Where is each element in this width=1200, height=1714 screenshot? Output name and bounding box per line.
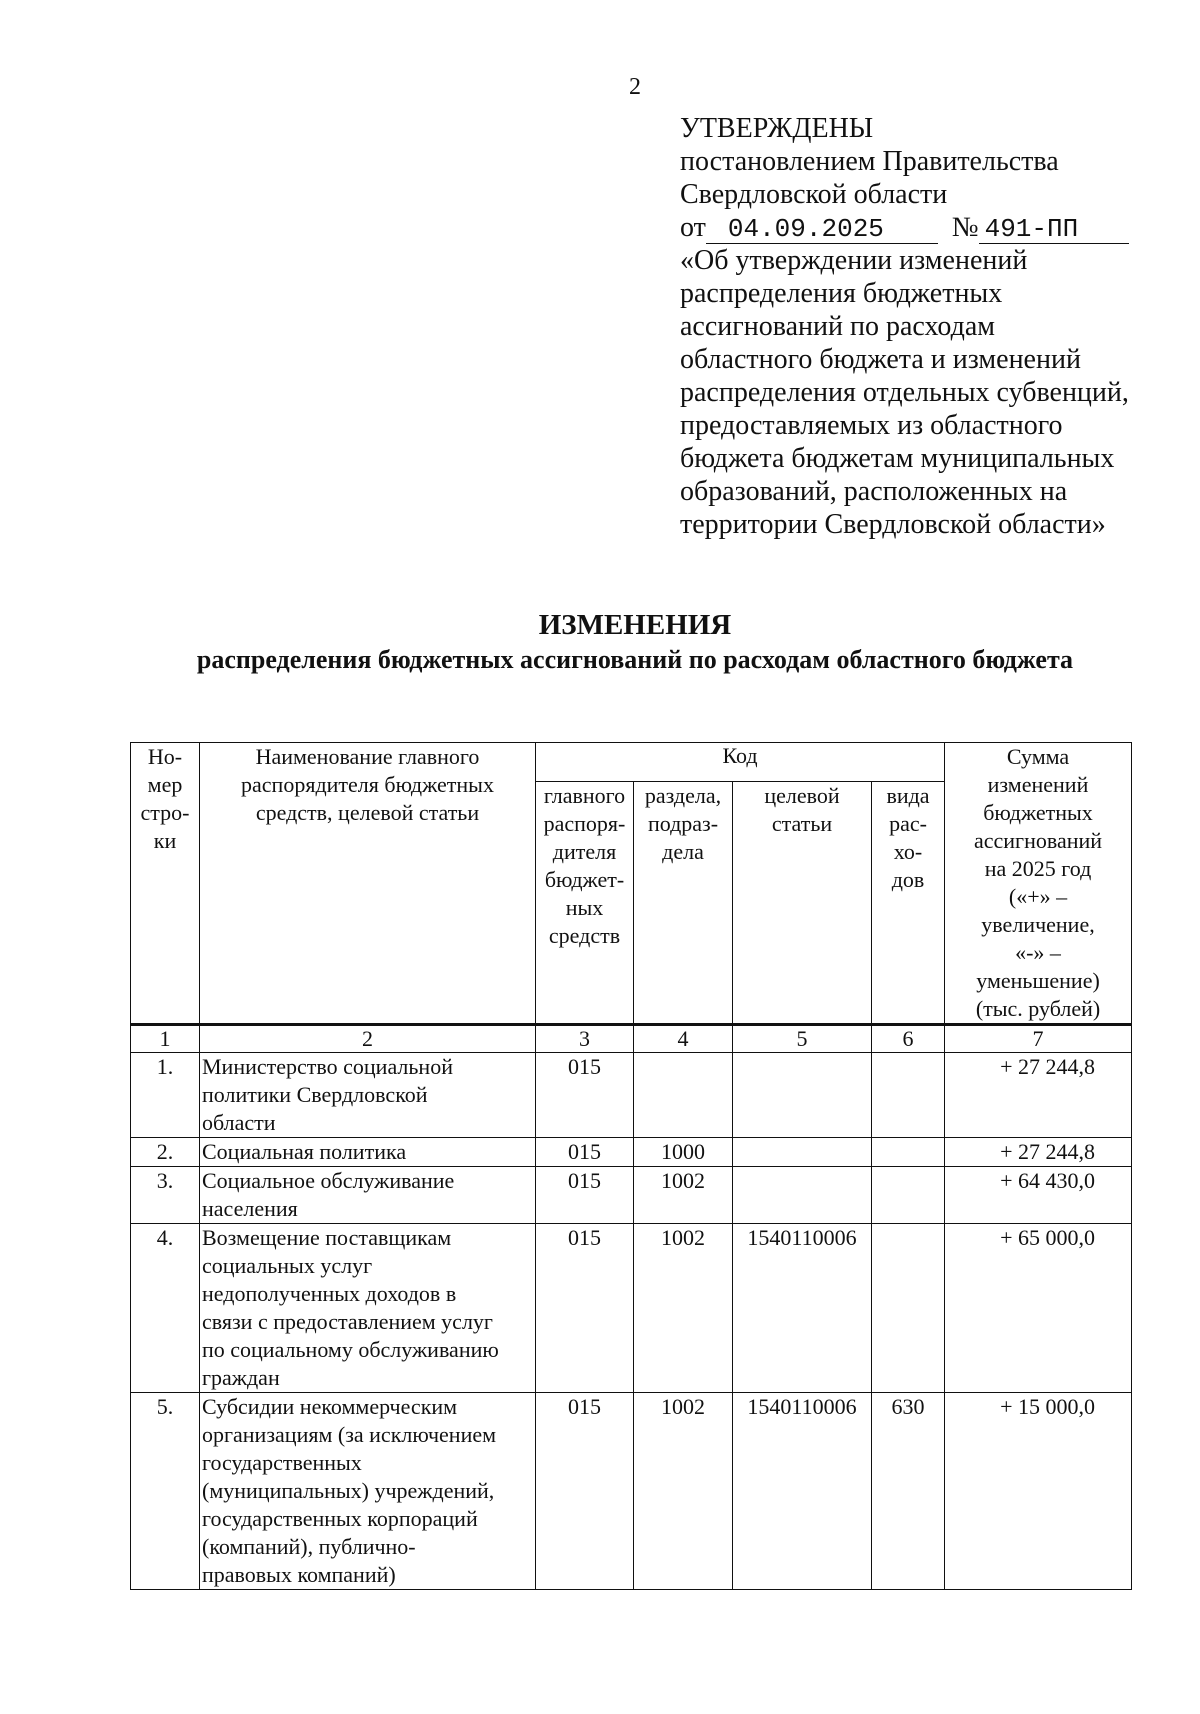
row-type-code-cell — [872, 1224, 945, 1393]
row-amount-cell: + 27 244,8 — [945, 1138, 1132, 1167]
row-name-cell: Социальная политика — [200, 1138, 536, 1167]
table-row — [131, 1053, 1132, 1138]
row-type-code-cell — [872, 1138, 945, 1167]
row-amount-cell: + 65 000,0 — [945, 1224, 1132, 1393]
column-number: 4 — [634, 1025, 733, 1053]
header-code-type: вида рас- хо- дов — [872, 781, 945, 1024]
row-amount-cell: + 15 000,0 — [945, 1393, 1132, 1590]
row-name-cell: Министерство социальной политики Свердловской области — [200, 1053, 536, 1138]
page-number: 2 — [629, 74, 641, 100]
row-section-code-cell: 1002 — [634, 1393, 733, 1590]
number-value: 491-ПП — [979, 215, 1129, 244]
row-section-code-cell: 1000 — [634, 1138, 733, 1167]
approval-subject-line: областного бюджета и изменений — [680, 344, 1081, 375]
column-number: 1 — [131, 1025, 200, 1053]
row-number-cell: 1. — [131, 1053, 200, 1138]
row-name-cell: Субсидии некоммерческим организациям (за исключением государственных (муниципальных) учреждений, государственных корпораций (компаний), публично- правовых компаний) — [200, 1393, 536, 1590]
row-target-code-cell — [733, 1138, 872, 1167]
row-amount-cell: + 64 430,0 — [945, 1167, 1132, 1224]
column-number: 5 — [733, 1025, 872, 1053]
approval-subject-line: распределения бюджетных — [680, 278, 1003, 309]
table-row — [131, 1224, 1132, 1393]
row-number-cell: 5. — [131, 1393, 200, 1590]
approval-subject-line: «Об утверждении изменений — [680, 245, 1028, 276]
heading-title: ИЗМЕНЕНИЯ — [538, 609, 732, 641]
approval-subject-line: распределения отдельных субвенций, — [680, 377, 1129, 408]
header-name: Наименование главного распорядителя бюджетных средств, целевой статьи — [200, 743, 536, 1025]
row-number-cell: 4. — [131, 1224, 200, 1393]
header-code-main: главного распоря- дителя бюджет- ных средств — [536, 781, 634, 1024]
row-type-code-cell — [872, 1053, 945, 1138]
table-row — [131, 1167, 1132, 1224]
approval-subject-line: предоставляемых из областного — [680, 410, 1063, 441]
row-target-code-cell: 1540110006 — [733, 1224, 872, 1393]
row-number-cell: 2. — [131, 1138, 200, 1167]
column-number: 3 — [536, 1025, 634, 1053]
row-number-cell: 3. — [131, 1167, 200, 1224]
row-name-cell: Социальное обслуживание населения — [200, 1167, 536, 1224]
column-numbers-row — [131, 1025, 1132, 1053]
budget-changes-table — [130, 742, 1132, 1590]
table-row — [131, 1393, 1132, 1590]
row-main-code-cell: 015 — [536, 1393, 634, 1590]
approval-subject-line: ассигнований по расходам — [680, 311, 995, 342]
heading-subtitle: распределения бюджетных ассигнований по расходам областного бюджета — [196, 645, 1074, 674]
row-type-code-cell — [872, 1167, 945, 1224]
row-amount-cell: + 27 244,8 — [945, 1053, 1132, 1138]
column-number: 6 — [872, 1025, 945, 1053]
approval-subject-line: территории Свердловской области» — [680, 509, 1106, 540]
approval-subject — [680, 244, 1170, 541]
header-row-number: Но- мер стро- ки — [131, 743, 200, 1025]
approval-title: УТВЕРЖДЕНЫ — [680, 113, 874, 144]
row-section-code-cell: 1002 — [634, 1224, 733, 1393]
row-main-code-cell: 015 — [536, 1138, 634, 1167]
row-main-code-cell: 015 — [536, 1053, 634, 1138]
column-number: 2 — [200, 1025, 536, 1053]
header-code-section: раздела, подраз- дела — [634, 781, 733, 1024]
row-target-code-cell — [733, 1167, 872, 1224]
approval-line-1: постановлением Правительства — [680, 146, 1059, 177]
column-number: 7 — [945, 1025, 1132, 1053]
approval-line-2: Свердловской области — [680, 179, 948, 210]
row-main-code-cell: 015 — [536, 1167, 634, 1224]
header-row-1 — [131, 743, 1132, 782]
header-code: Код — [536, 743, 945, 782]
header-amount: Сумма изменений бюджетных ассигнований на 2025 год («+» – увеличение, «-» – уменьшение) (тыс. рублей) — [945, 743, 1132, 1025]
document-heading — [0, 607, 1200, 677]
approval-subject-line: бюджета бюджетам муниципальных — [680, 443, 1115, 474]
row-target-code-cell: 1540110006 — [733, 1393, 872, 1590]
row-type-code-cell: 630 — [872, 1393, 945, 1590]
approval-subject-line: образований, расположенных на — [680, 476, 1068, 507]
date-value: 04.09.2025 — [706, 215, 938, 244]
row-section-code-cell: 1002 — [634, 1167, 733, 1224]
number-label: № — [951, 212, 979, 243]
row-main-code-cell: 015 — [536, 1224, 634, 1393]
date-label: от — [680, 212, 706, 243]
approval-date-number-line — [680, 211, 1170, 244]
header-code-target: целевой статьи — [733, 781, 872, 1024]
row-target-code-cell — [733, 1053, 872, 1138]
row-section-code-cell — [634, 1053, 733, 1138]
table-row — [131, 1138, 1132, 1167]
row-name-cell: Возмещение поставщикам социальных услуг недополученных доходов в связи с предоставлением услуг по социальному обслуживанию граждан — [200, 1224, 536, 1393]
approval-block — [680, 112, 1170, 541]
